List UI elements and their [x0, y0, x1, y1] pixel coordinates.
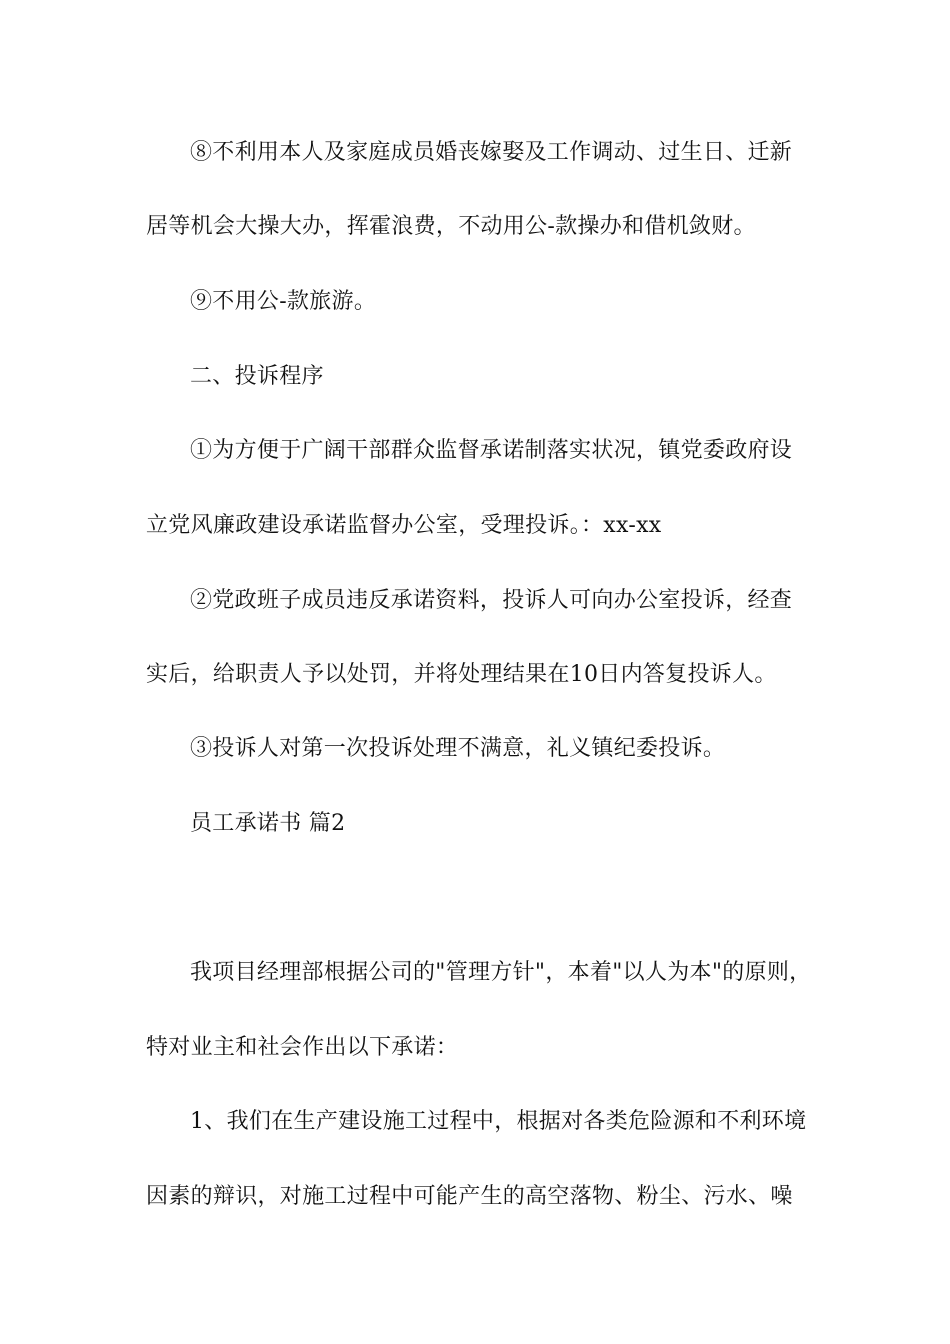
paragraph-line: 因素的辩识，对施工过程中可能产生的高空落物、粉尘、污水、噪	[146, 1184, 793, 1209]
paragraph-line: 我项目经理部根据公司的"管理方针"，本着"以人为本"的原则，	[190, 960, 812, 985]
section-title: 员工承诺书 篇2	[190, 811, 346, 836]
paragraph-line: ③投诉人对第一次投诉处理不满意，礼义镇纪委投诉。	[190, 736, 726, 761]
paragraph-line: 特对业主和社会作出以下承诺：	[146, 1035, 459, 1060]
paragraph-line: 实后，给职责人予以处罚，并将处理结果在10日内答复投诉人。	[146, 662, 777, 687]
paragraph-line: ⑨不用公-款旅游。	[190, 289, 377, 314]
section-heading: 二、投诉程序	[190, 364, 324, 389]
paragraph-line: ②党政班子成员违反承诺资料，投诉人可向办公室投诉，经查	[190, 588, 793, 613]
paragraph-line: 立党风廉政建设承诺监督办公室，受理投诉。：xx-xx	[146, 513, 662, 538]
paragraph-line: 1、我们在生产建设施工过程中，根据对各类危险源和不利环境	[190, 1109, 807, 1134]
paragraph-line: ⑧不利用本人及家庭成员婚丧嫁娶及工作调动、过生日、迁新	[190, 140, 793, 165]
paragraph-line: 居等机会大操大办，挥霍浪费，不动用公-款操办和借机敛财。	[146, 214, 756, 239]
paragraph-line: ①为方便于广阔干部群众监督承诺制落实状况，镇党委政府设	[190, 438, 793, 463]
